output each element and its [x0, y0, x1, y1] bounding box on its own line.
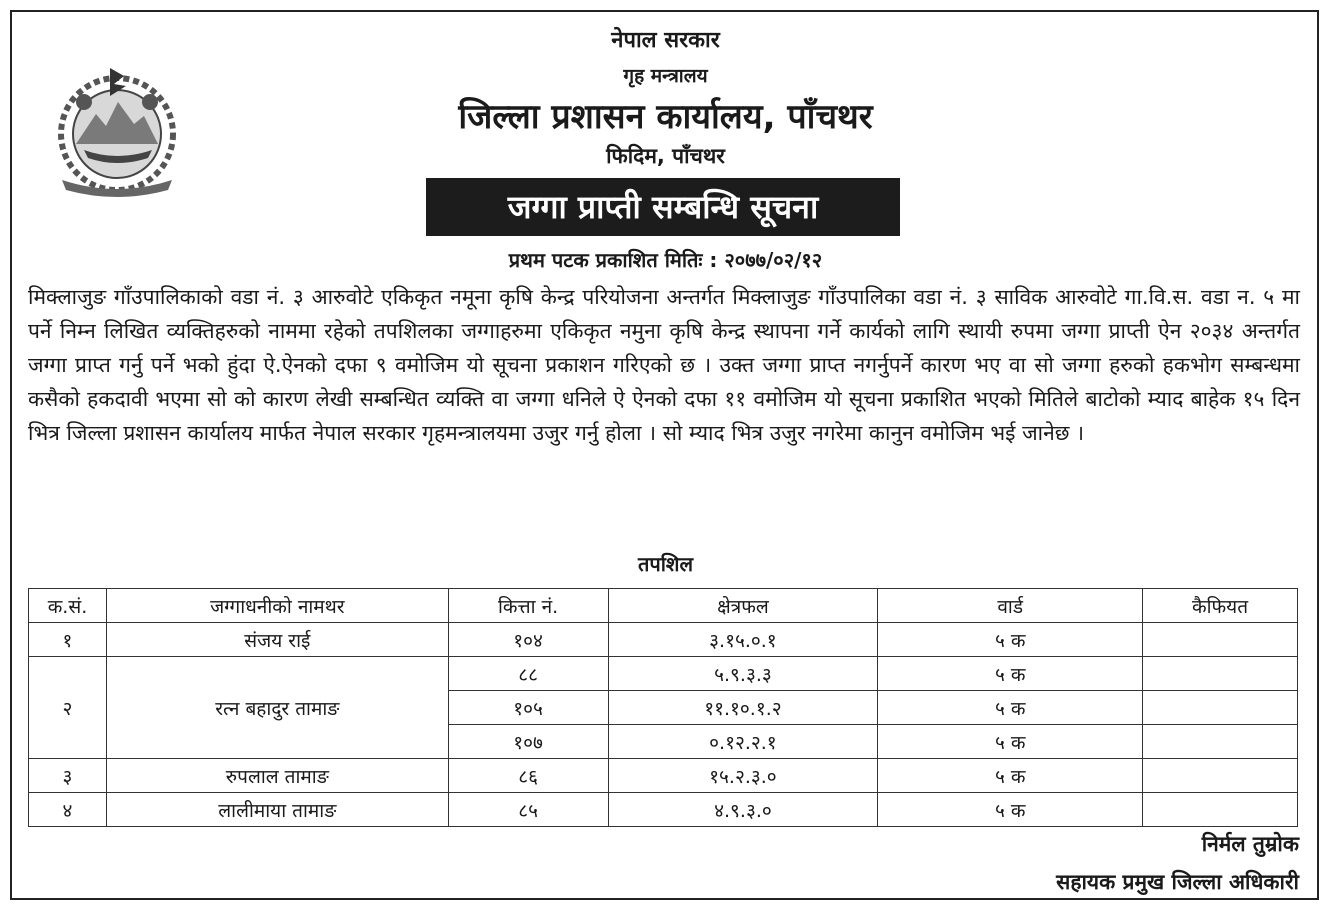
cell-kitta: १०५ — [448, 691, 608, 725]
signatory-name: निर्मल तुम्रोक — [1201, 832, 1299, 856]
office-name: जिल्ला प्रशासन कार्यालय, पाँचथर — [458, 97, 873, 137]
cell-owner: रुपलाल तामाङ — [106, 759, 448, 793]
cell-ward: ५ क — [878, 725, 1143, 759]
cell-area: ०.१२.२.१ — [608, 725, 878, 759]
header-area: क्षेत्रफल — [608, 589, 878, 623]
cell-sn: ३ — [29, 759, 107, 793]
notice-title: जग्गा प्राप्ती सम्बन्धि सूचना — [426, 178, 900, 236]
cell-sn: ४ — [29, 793, 107, 827]
table-header-row — [29, 589, 1298, 623]
table-row — [29, 759, 1298, 793]
cell-kitta: १०४ — [448, 623, 608, 657]
cell-ward: ५ क — [878, 793, 1143, 827]
cell-kitta: ८६ — [448, 759, 608, 793]
cell-owner: रत्न बहादुर तामाङ — [106, 657, 448, 759]
government-name: नेपाल सरकार — [611, 28, 720, 53]
cell-remarks — [1143, 759, 1298, 793]
signatory-designation: सहायक प्रमुख जिल्ला अधिकारी — [1056, 870, 1299, 894]
table-row — [29, 623, 1298, 657]
header-kitta: कित्ता नं. — [448, 589, 608, 623]
cell-ward: ५ क — [878, 623, 1143, 657]
cell-ward: ५ क — [878, 691, 1143, 725]
cell-ward: ५ क — [878, 657, 1143, 691]
table-title: तपशिल — [637, 552, 694, 576]
land-details-table — [28, 588, 1298, 827]
table-row — [29, 793, 1298, 827]
cell-sn: २ — [29, 657, 107, 759]
header-owner: जग्गाधनीको नामथर — [106, 589, 448, 623]
cell-area: ३.१५.०.१ — [608, 623, 878, 657]
cell-sn: १ — [29, 623, 107, 657]
cell-owner: संजय राई — [106, 623, 448, 657]
cell-ward: ५ क — [878, 759, 1143, 793]
table-row — [29, 657, 1298, 691]
office-location: फिदिम, पाँचथर — [606, 144, 725, 168]
notice-body: मिक्लाजुङ गाँउपालिकाको वडा नं. ३ आरुवोटे एकिकृत नमूना कृषि केन्द्र परियोजना अन्तर्गत मिक्लाजुङ गाँउपालिका वडा नं. ३ साविक आरुवोटे गा.वि.स. वडा न. ५ मा पर्ने निम्न लिखित व्यक्तिहरुको नाममा रहेको तपशिलका जग्गाहरुमा एकिकृत नमुना कृषि केन्द्र स्थापना गर्ने कार्यको लागि स्थायी रुपमा जग्गा प्राप्ती ऐन २०३४ अन्तर्गत जग्गा प्राप्त गर्नु पर्ने भको हुंदा ऐ.ऐनको दफा ९ वमोजिम यो सूचना प्रकाशन गरिएको छ । उक्त जग्गा प्राप्त नगर्नुपर्ने कारण भए वा सो जग्गा हरुको हकभोग सम्बन्धमा कसैको हकदावी भएमा सो को कारण लेखी सम्बन्धित व्यक्ति वा जग्गा धनिले ऐ ऐनको दफा ११ वमोजिम यो सूचना प्रकाशित भएको मितिले बाटोको म्याद बाहेक १५ दिन भित्र जिल्ला प्रशासन कार्यालय मार्फत नेपाल सरकार गृहमन्त्रालयमा उजुर गर्नु होला । सो म्याद भित्र उजुर नगरेमा कानुन वमोजिम भई जानेछ । — [28, 285, 1300, 445]
cell-remarks — [1143, 691, 1298, 725]
cell-kitta: १०७ — [448, 725, 608, 759]
header-remarks: कैफियत — [1143, 589, 1298, 623]
cell-area: ४.९.३.० — [608, 793, 878, 827]
cell-remarks — [1143, 657, 1298, 691]
cell-area: ५.९.३.३ — [608, 657, 878, 691]
cell-remarks — [1143, 793, 1298, 827]
cell-remarks — [1143, 725, 1298, 759]
header-sn: क.सं. — [29, 589, 107, 623]
ministry-name: गृह मन्त्रालय — [623, 65, 708, 87]
cell-remarks — [1143, 623, 1298, 657]
cell-kitta: ८८ — [448, 657, 608, 691]
cell-kitta: ८५ — [448, 793, 608, 827]
cell-area: १५.२.३.० — [608, 759, 878, 793]
cell-area: ११.१०.१.२ — [608, 691, 878, 725]
cell-owner: लालीमाया तामाङ — [106, 793, 448, 827]
publish-date: प्रथम पटक प्रकाशित मितिः : २०७७/०२/१२ — [508, 248, 823, 272]
header-ward: वार्ड — [878, 589, 1143, 623]
